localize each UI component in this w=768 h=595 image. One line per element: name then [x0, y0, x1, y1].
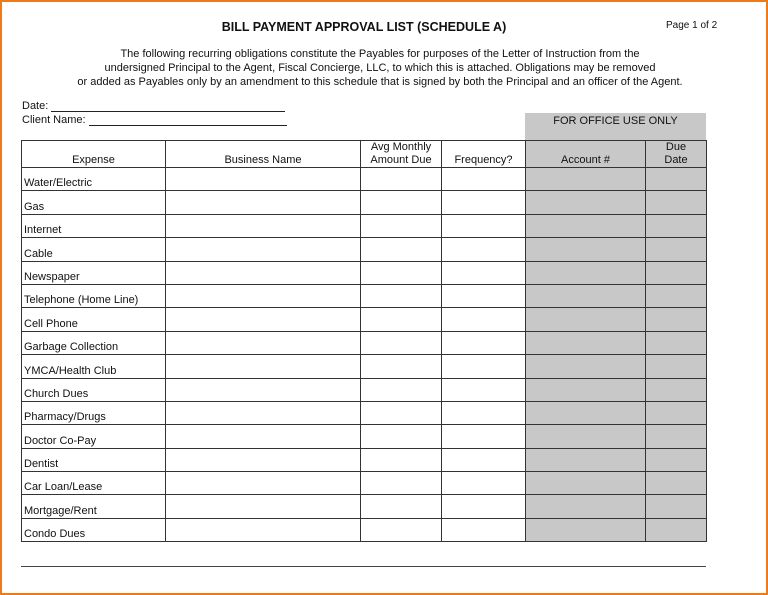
date-label: Date: [22, 100, 49, 112]
expense-cell: Telephone (Home Line) [22, 284, 166, 307]
account-cell[interactable] [526, 284, 646, 307]
expense-cell: Internet [22, 214, 166, 237]
table-row [22, 168, 707, 191]
expense-cell: Condo Dues [22, 518, 166, 541]
account-cell[interactable] [526, 472, 646, 495]
bill-table [21, 140, 707, 542]
amount-cell[interactable] [361, 472, 442, 495]
due-date-cell[interactable] [646, 355, 707, 378]
business-name-cell[interactable] [166, 448, 361, 471]
col-account: Account # [526, 141, 646, 168]
account-cell[interactable] [526, 401, 646, 424]
office-use-header: FOR OFFICE USE ONLY [525, 113, 706, 140]
table-row [22, 284, 707, 307]
expense-cell: Mortgage/Rent [22, 495, 166, 518]
page-number: Page 1 of 2 [666, 20, 718, 31]
account-cell[interactable] [526, 331, 646, 354]
date-line[interactable] [51, 100, 285, 112]
business-name-cell[interactable] [166, 308, 361, 331]
expense-cell: Church Dues [22, 378, 166, 401]
account-cell[interactable] [526, 214, 646, 237]
bottom-line [21, 566, 706, 567]
frequency-cell[interactable] [442, 378, 526, 401]
table-row [22, 355, 707, 378]
account-cell[interactable] [526, 191, 646, 214]
table-row [22, 472, 707, 495]
business-name-cell[interactable] [166, 238, 361, 261]
client-name-line[interactable] [89, 114, 287, 126]
account-cell[interactable] [526, 308, 646, 331]
table-row [22, 191, 707, 214]
col-avg-amount [361, 141, 442, 168]
account-cell[interactable] [526, 168, 646, 191]
col-avg-line1: Avg Monthly [370, 141, 432, 153]
amount-cell[interactable] [361, 284, 442, 307]
frequency-cell[interactable] [442, 284, 526, 307]
due-date-cell[interactable] [646, 238, 707, 261]
amount-cell[interactable] [361, 401, 442, 424]
business-name-cell[interactable] [166, 331, 361, 354]
col-due-line1: Due [665, 141, 687, 153]
expense-cell: Car Loan/Lease [22, 472, 166, 495]
business-name-cell[interactable] [166, 378, 361, 401]
expense-cell: Garbage Collection [22, 331, 166, 354]
frequency-cell[interactable] [442, 355, 526, 378]
amount-cell[interactable] [361, 495, 442, 518]
amount-cell[interactable] [361, 168, 442, 191]
intro-line: or added as Payables only by an amendment to this schedule that is signed by both the Principal and an officer of the Agent. [77, 76, 683, 88]
due-date-cell[interactable] [646, 261, 707, 284]
client-name-label: Client Name: [22, 114, 86, 126]
date-field[interactable] [22, 100, 285, 112]
account-cell[interactable] [526, 355, 646, 378]
expense-cell: Cable [22, 238, 166, 261]
table-row [22, 518, 707, 541]
due-date-cell[interactable] [646, 284, 707, 307]
expense-cell: Newspaper [22, 261, 166, 284]
expense-cell: Pharmacy/Drugs [22, 401, 166, 424]
frequency-cell[interactable] [442, 214, 526, 237]
client-name-field[interactable] [22, 114, 287, 126]
table-row [22, 331, 707, 354]
due-date-cell[interactable] [646, 168, 707, 191]
amount-cell[interactable] [361, 261, 442, 284]
amount-cell[interactable] [361, 308, 442, 331]
table-row [22, 308, 707, 331]
col-business-name: Business Name [166, 141, 361, 168]
account-cell[interactable] [526, 518, 646, 541]
account-cell[interactable] [526, 378, 646, 401]
col-due-date [646, 141, 707, 168]
frequency-cell[interactable] [442, 425, 526, 448]
col-avg-line2: Amount Due [370, 154, 432, 166]
table-row [22, 378, 707, 401]
business-name-cell[interactable] [166, 495, 361, 518]
due-date-cell[interactable] [646, 378, 707, 401]
frequency-cell[interactable] [442, 448, 526, 471]
table-row [22, 495, 707, 518]
col-expense: Expense [22, 141, 166, 168]
frequency-cell[interactable] [442, 308, 526, 331]
table-row [22, 214, 707, 237]
due-date-cell[interactable] [646, 214, 707, 237]
table-row [22, 401, 707, 424]
table-header-row [22, 141, 707, 168]
business-name-cell[interactable] [166, 261, 361, 284]
document-title: BILL PAYMENT APPROVAL LIST (SCHEDULE A) [221, 20, 507, 34]
amount-cell[interactable] [361, 214, 442, 237]
due-date-cell[interactable] [646, 401, 707, 424]
business-name-cell[interactable] [166, 214, 361, 237]
amount-cell[interactable] [361, 238, 442, 261]
business-name-cell[interactable] [166, 425, 361, 448]
table-row [22, 261, 707, 284]
frequency-cell[interactable] [442, 518, 526, 541]
due-date-cell[interactable] [646, 308, 707, 331]
account-cell[interactable] [526, 238, 646, 261]
col-frequency: Frequency? [442, 141, 526, 168]
amount-cell[interactable] [361, 425, 442, 448]
business-name-cell[interactable] [166, 518, 361, 541]
due-date-cell[interactable] [646, 331, 707, 354]
business-name-cell[interactable] [166, 191, 361, 214]
expense-cell: Dentist [22, 448, 166, 471]
expense-cell: Cell Phone [22, 308, 166, 331]
frequency-cell[interactable] [442, 401, 526, 424]
business-name-cell[interactable] [166, 355, 361, 378]
expense-cell: Gas [22, 191, 166, 214]
frequency-cell[interactable] [442, 261, 526, 284]
col-due-line2: Date [664, 154, 688, 166]
due-date-cell[interactable] [646, 495, 707, 518]
due-date-cell[interactable] [646, 425, 707, 448]
frequency-cell[interactable] [442, 495, 526, 518]
account-cell[interactable] [526, 448, 646, 471]
expense-cell: Doctor Co-Pay [22, 425, 166, 448]
table-row [22, 238, 707, 261]
frequency-cell[interactable] [442, 238, 526, 261]
amount-cell[interactable] [361, 331, 442, 354]
amount-cell[interactable] [361, 378, 442, 401]
business-name-cell[interactable] [166, 472, 361, 495]
business-name-cell[interactable] [166, 284, 361, 307]
frequency-cell[interactable] [442, 168, 526, 191]
amount-cell[interactable] [361, 518, 442, 541]
frequency-cell[interactable] [442, 472, 526, 495]
frequency-cell[interactable] [442, 191, 526, 214]
intro-line: The following recurring obligations constitute the Payables for purposes of the Letter of Instruction from the [120, 48, 640, 60]
table-row [22, 425, 707, 448]
account-cell[interactable] [526, 261, 646, 284]
intro-paragraph [40, 47, 720, 89]
account-cell[interactable] [526, 425, 646, 448]
due-date-cell[interactable] [646, 518, 707, 541]
expense-cell: YMCA/Health Club [22, 355, 166, 378]
amount-cell[interactable] [361, 355, 442, 378]
business-name-cell[interactable] [166, 168, 361, 191]
account-cell[interactable] [526, 495, 646, 518]
table-row [22, 448, 707, 471]
frequency-cell[interactable] [442, 331, 526, 354]
due-date-cell[interactable] [646, 448, 707, 471]
expense-cell: Water/Electric [22, 168, 166, 191]
amount-cell[interactable] [361, 448, 442, 471]
due-date-cell[interactable] [646, 472, 707, 495]
amount-cell[interactable] [361, 191, 442, 214]
intro-line: undersigned Principal to the Agent, Fiscal Concierge, LLC, to which this is attached. Obligations may be removed [104, 62, 656, 74]
due-date-cell[interactable] [646, 191, 707, 214]
business-name-cell[interactable] [166, 401, 361, 424]
